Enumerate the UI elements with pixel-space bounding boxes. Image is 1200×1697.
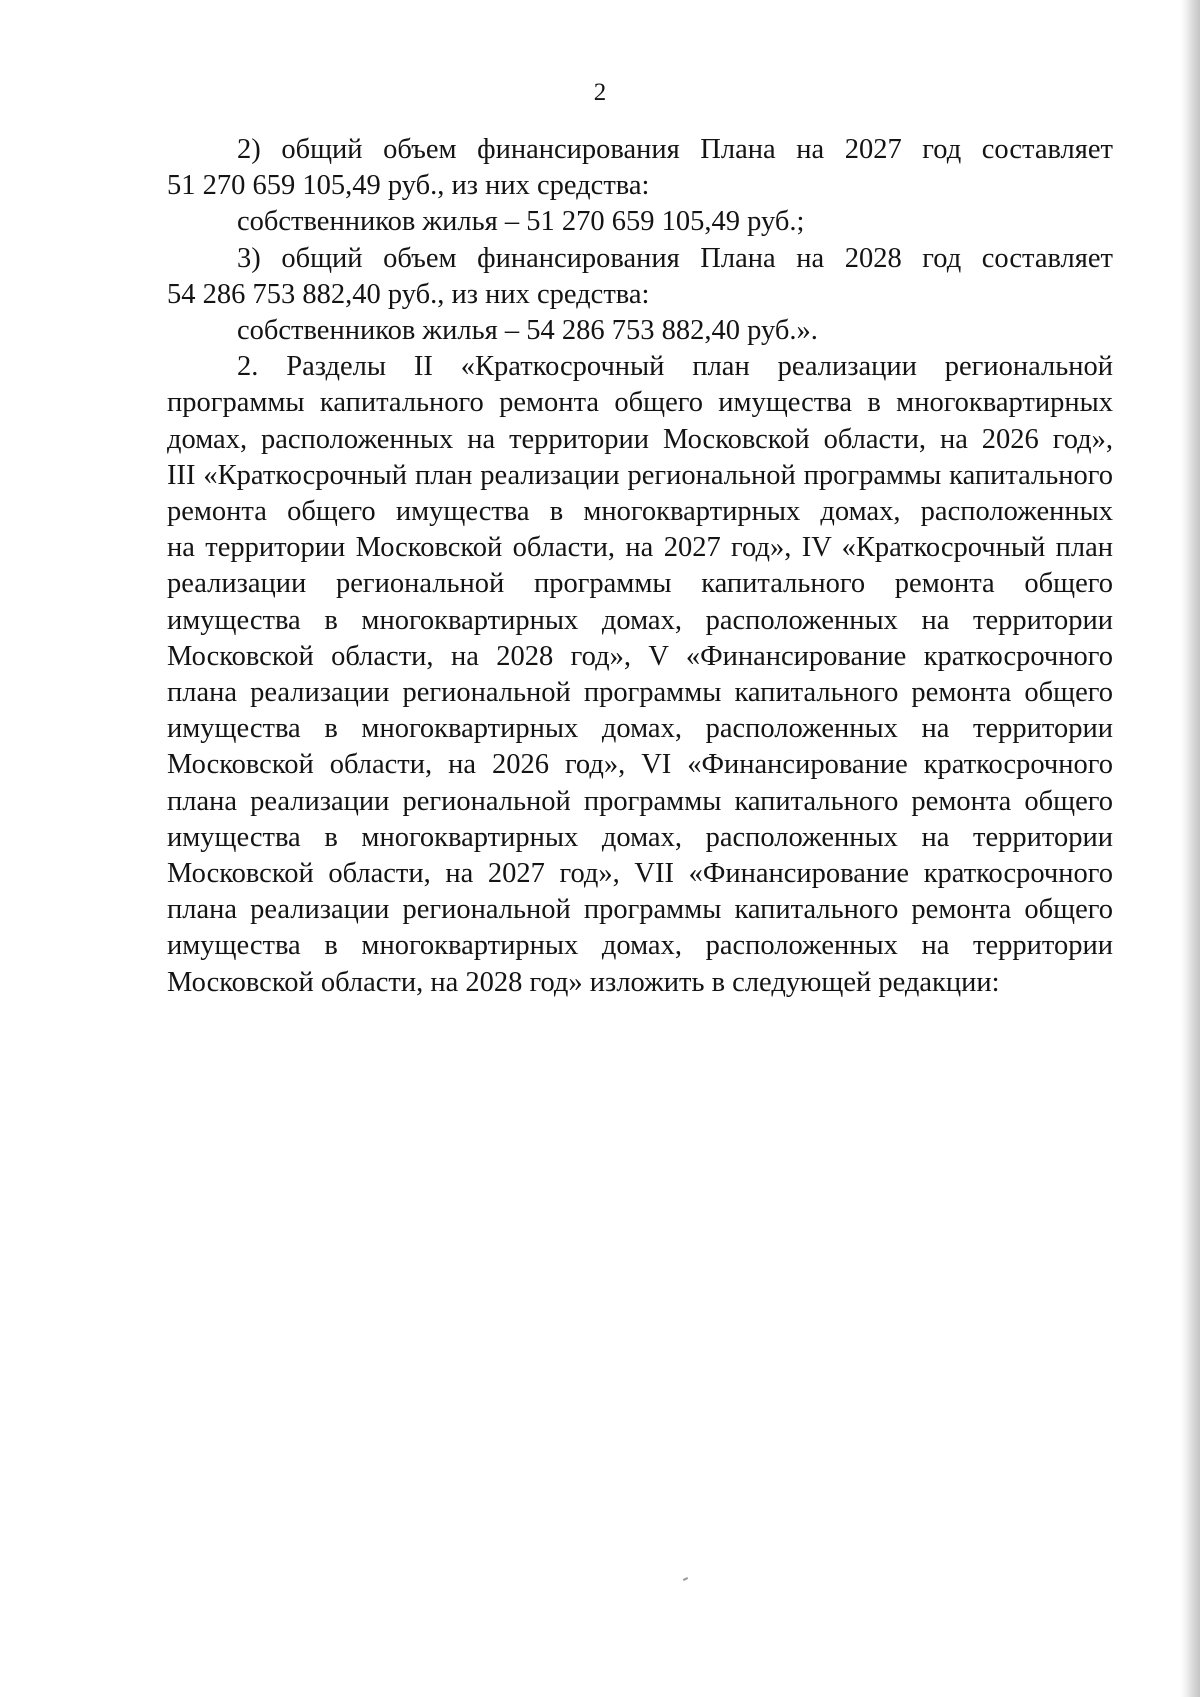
paragraph-line: Московской области, на 2026 год», VI «Финансирование краткосрочного	[167, 749, 1113, 781]
paragraph-line: плана реализации региональной программы капитального ремонта общего	[167, 785, 1113, 817]
paragraph-line: 54 286 753 882,40 руб., из них средства:	[167, 278, 650, 310]
paragraph-line: домах, расположенных на территории Московской области, на 2026 год»,	[167, 423, 1113, 455]
paragraph-line: имущества в многоквартирных домах, расположенных на территории	[167, 713, 1113, 745]
paragraph-line: Московской области, на 2027 год», VII «Финансирование краткосрочного	[167, 858, 1113, 890]
paragraph-line: реализации региональной программы капитального ремонта общего	[167, 568, 1113, 600]
paragraph-line: собственников жилья – 51 270 659 105,49 руб.;	[237, 206, 805, 238]
scan-speck	[683, 1577, 688, 1581]
paragraph-line: имущества в многоквартирных домах, расположенных на территории	[167, 930, 1113, 962]
paragraph-line: 2) общий объем финансирования Плана на 2027 год составляет	[237, 134, 1113, 165]
paragraph-line: Московской области, на 2028 год», V «Финансирование краткосрочного	[167, 640, 1113, 672]
paragraph-line: ремонта общего имущества в многоквартирных домах, расположенных	[167, 496, 1113, 528]
paragraph-line: 2. Разделы II «Краткосрочный план реализации региональной	[237, 351, 1113, 383]
paragraph-line: плана реализации региональной программы капитального ремонта общего	[167, 677, 1113, 709]
scanned-page-edge	[1180, 0, 1200, 1697]
paragraph-line: 3) общий объем финансирования Плана на 2028 год составляет	[237, 242, 1113, 274]
document-body	[167, 132, 1113, 1001]
paragraph-line: программы капитального ремонта общего имущества в многоквартирных	[167, 387, 1113, 419]
paragraph-line: имущества в многоквартирных домах, расположенных на территории	[167, 821, 1113, 853]
paragraph-line: имущества в многоквартирных домах, расположенных на территории	[167, 604, 1113, 636]
paragraph-line: собственников жилья – 54 286 753 882,40 руб.».	[237, 315, 818, 347]
paragraph-line: плана реализации региональной программы капитального ремонта общего	[167, 894, 1113, 926]
paragraph-line: на территории Московской области, на 2027 год», IV «Краткосрочный план	[167, 532, 1113, 564]
paragraph-line: III «Краткосрочный план реализации региональной программы капитального	[167, 459, 1113, 491]
paragraph-line: Московской области, на 2028 год» изложить в следующей редакции:	[167, 966, 1000, 998]
page-number: 2	[593, 79, 607, 106]
paragraph-line: 51 270 659 105,49 руб., из них средства:	[167, 170, 650, 202]
